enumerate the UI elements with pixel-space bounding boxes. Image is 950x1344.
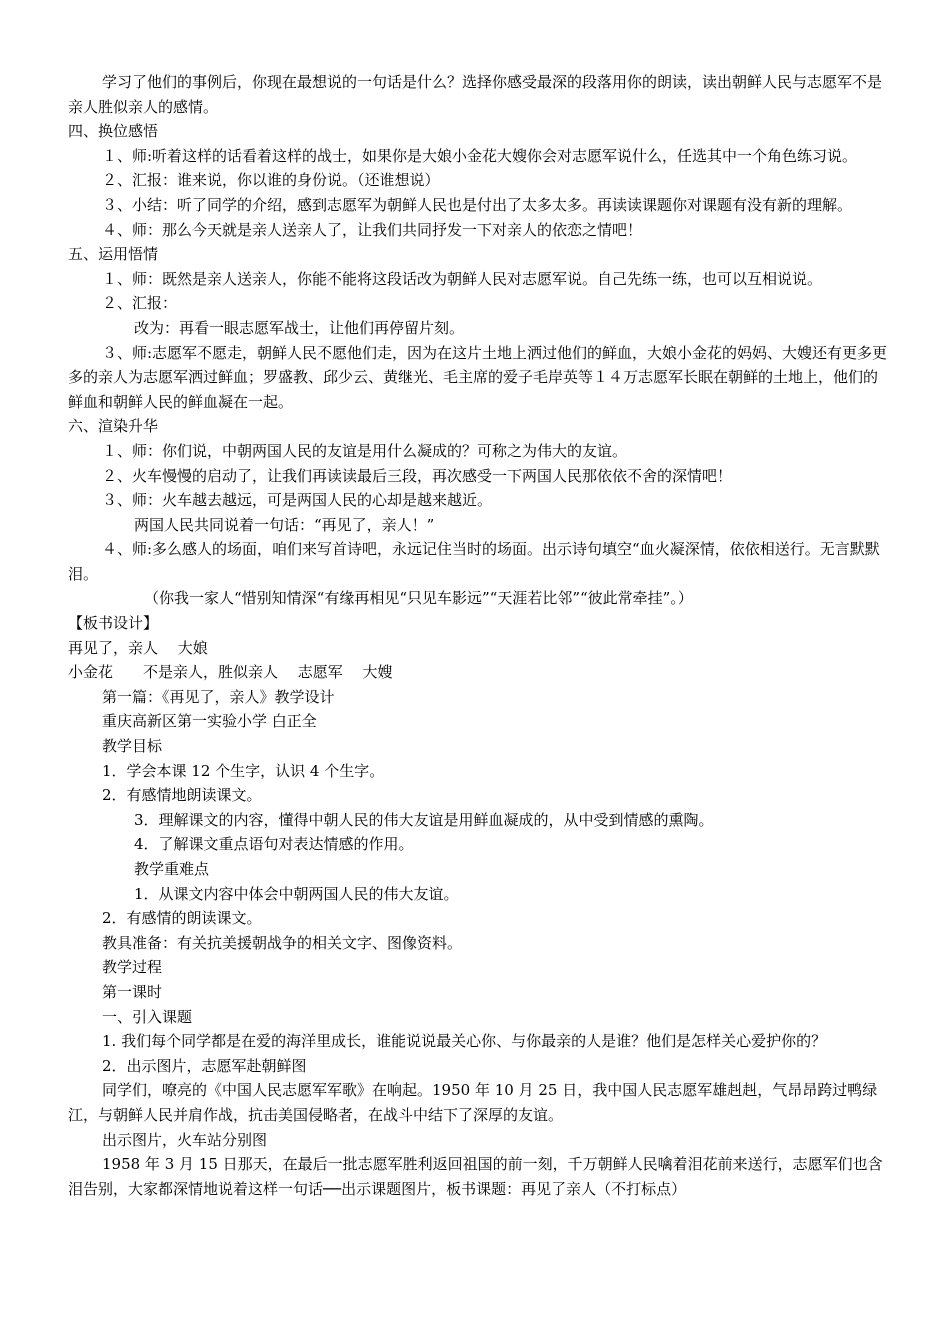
text-line: 3．理解课文的内容，懂得中朝人民的伟大友谊是用鲜血凝成的，从中受到情感的熏陶。 <box>134 810 714 829</box>
text-line: ３、师:志愿军不愿走，朝鲜人民不愿他们走，因为在这片土地上洒过他们的鲜血，大娘小金花的妈妈、大嫂还有更多更多的亲人为志愿军洒过鲜血；罗盛教、邱少云、黄继光、毛主席的爱子毛岸英等１４万志愿军长眠在朝鲜的土地上，他们的鲜血和朝鲜人民的鲜血凝在一起。 <box>68 343 888 411</box>
text-line: ２、汇报：谁来说，你以谁的身份说。（还谁想说） <box>102 171 440 190</box>
text-line: 五、运用悟情 <box>68 245 159 264</box>
text-line: ３、师：火车越去越远，可是两国人民的心却是越来越近。 <box>102 491 493 510</box>
text-line: ２、汇报： <box>102 294 178 313</box>
text-line: 1．从课文内容中体会中朝两国人民的伟大友谊。 <box>134 884 459 903</box>
text-line: 2．有感情地朗读课文。 <box>102 786 262 805</box>
text-line: 改为：再看一眼志愿军战士，让他们再停留片刻。 <box>134 318 465 337</box>
text-line: 2．有感情的朗读课文。 <box>102 909 262 928</box>
text-line: 小金花 不是亲人，胜似亲人 志愿军 大嫂 <box>68 663 393 682</box>
document-body <box>68 70 890 1201</box>
text-line: 4．了解课文重点语句对表达情感的作用。 <box>134 835 414 854</box>
text-line: 2．出示图片，志愿军赴朝鲜图 <box>102 1056 307 1075</box>
text-line: １、师：既然是亲人送亲人，你能不能将这段话改为朝鲜人民对志愿军说。自己先练一练，也可以互相说说。 <box>102 269 823 288</box>
text-line: 1．学会本课 12 个生字，认识 4 个生字。 <box>102 761 385 780</box>
text-line: 四、换位感悟 <box>68 122 159 141</box>
text-line: 同学们，嘹亮的《中国人民志愿军军歌》在响起。1950 年 10 月 25 日，我中国人民志愿军雄赳赳，气昂昂跨过鸭绿江，与朝鲜人民并肩作战，抗击美国侵略者，在战斗中结下了深厚的友谊。 <box>68 1081 878 1124</box>
text-line: 第一篇：《再见了，亲人》教学设计 <box>102 687 335 706</box>
text-line: （你我一家人“惜别知情深“有缘再相见“只见车影远”“天涯若比邻”“彼此常牵挂”。） <box>144 589 693 608</box>
text-line: 六、渲染升华 <box>68 417 159 436</box>
text-line: 两国人民共同说着一句话：“再见了，亲人！” <box>134 515 435 534</box>
text-line: 教学重难点 <box>134 860 210 878</box>
text-line: 教学目标 <box>102 737 163 756</box>
text-line: ２、火车慢慢的启动了，让我们再读读最后三段，再次感受一下两国人民那依依不舍的深情吧！ <box>102 466 733 485</box>
text-line: ４、师：那么今天就是亲人送亲人了，让我们共同抒发一下对亲人的依恋之情吧！ <box>102 220 643 239</box>
text-line: ３、小结：听了同学的介绍，感到志愿军为朝鲜人民也是付出了太多太多。再读读课题你对课题有没有新的理解。 <box>102 195 853 214</box>
text-line: 教具准备：有关抗美援朝战争的相关文字、图像资料。 <box>102 933 463 952</box>
text-line: 第一课时 <box>102 982 163 1001</box>
text-line: 重庆高新区第一实验小学 白正全 <box>102 712 317 731</box>
text-line: 出示图片，火车站分别图 <box>102 1130 268 1149</box>
text-line: 1958 年 3 月 15 日那天，在最后一批志愿军胜利返回祖国的前一刻，千万朝鲜人民噙着泪花前来送行，志愿军们也含泪告别，大家都深情地说着这样一句话──出示课题图片，板书课题：再见了亲人（不打标点） <box>68 1155 883 1198</box>
text-line: １、师：你们说，中朝两国人民的友谊是用什么凝成的？可称之为伟大的友谊。 <box>102 441 628 460</box>
text-line: １、师:听着这样的话看着这样的战士，如果你是大娘小金花大嫂你会对志愿军说什么，任选其中一个角色练习说。 <box>102 146 858 165</box>
text-line: ４、师:多么感人的场面，咱们来写首诗吧，永远记住当时的场面。出示诗句填空“血火凝深情，依依相送行。无言默默泪。 <box>68 540 880 583</box>
text-line: 教学过程 <box>102 958 163 977</box>
text-line: 学习了他们的事例后，你现在最想说的一句话是什么？选择你感受最深的段落用你的朗读，读出朝鲜人民与志愿军不是亲人胜似亲人的感情。 <box>68 73 883 116</box>
text-line: 1. 我们每个同学都是在爱的海洋里成长，谁能说说最关心你、与你最亲的人是谁？他们是怎样关心爱护你的？ <box>102 1032 827 1051</box>
text-line: 一、引入课题 <box>102 1007 193 1026</box>
text-line: 【板书设计】 <box>68 614 159 633</box>
text-line: 再见了，亲人 大娘 <box>68 638 208 657</box>
